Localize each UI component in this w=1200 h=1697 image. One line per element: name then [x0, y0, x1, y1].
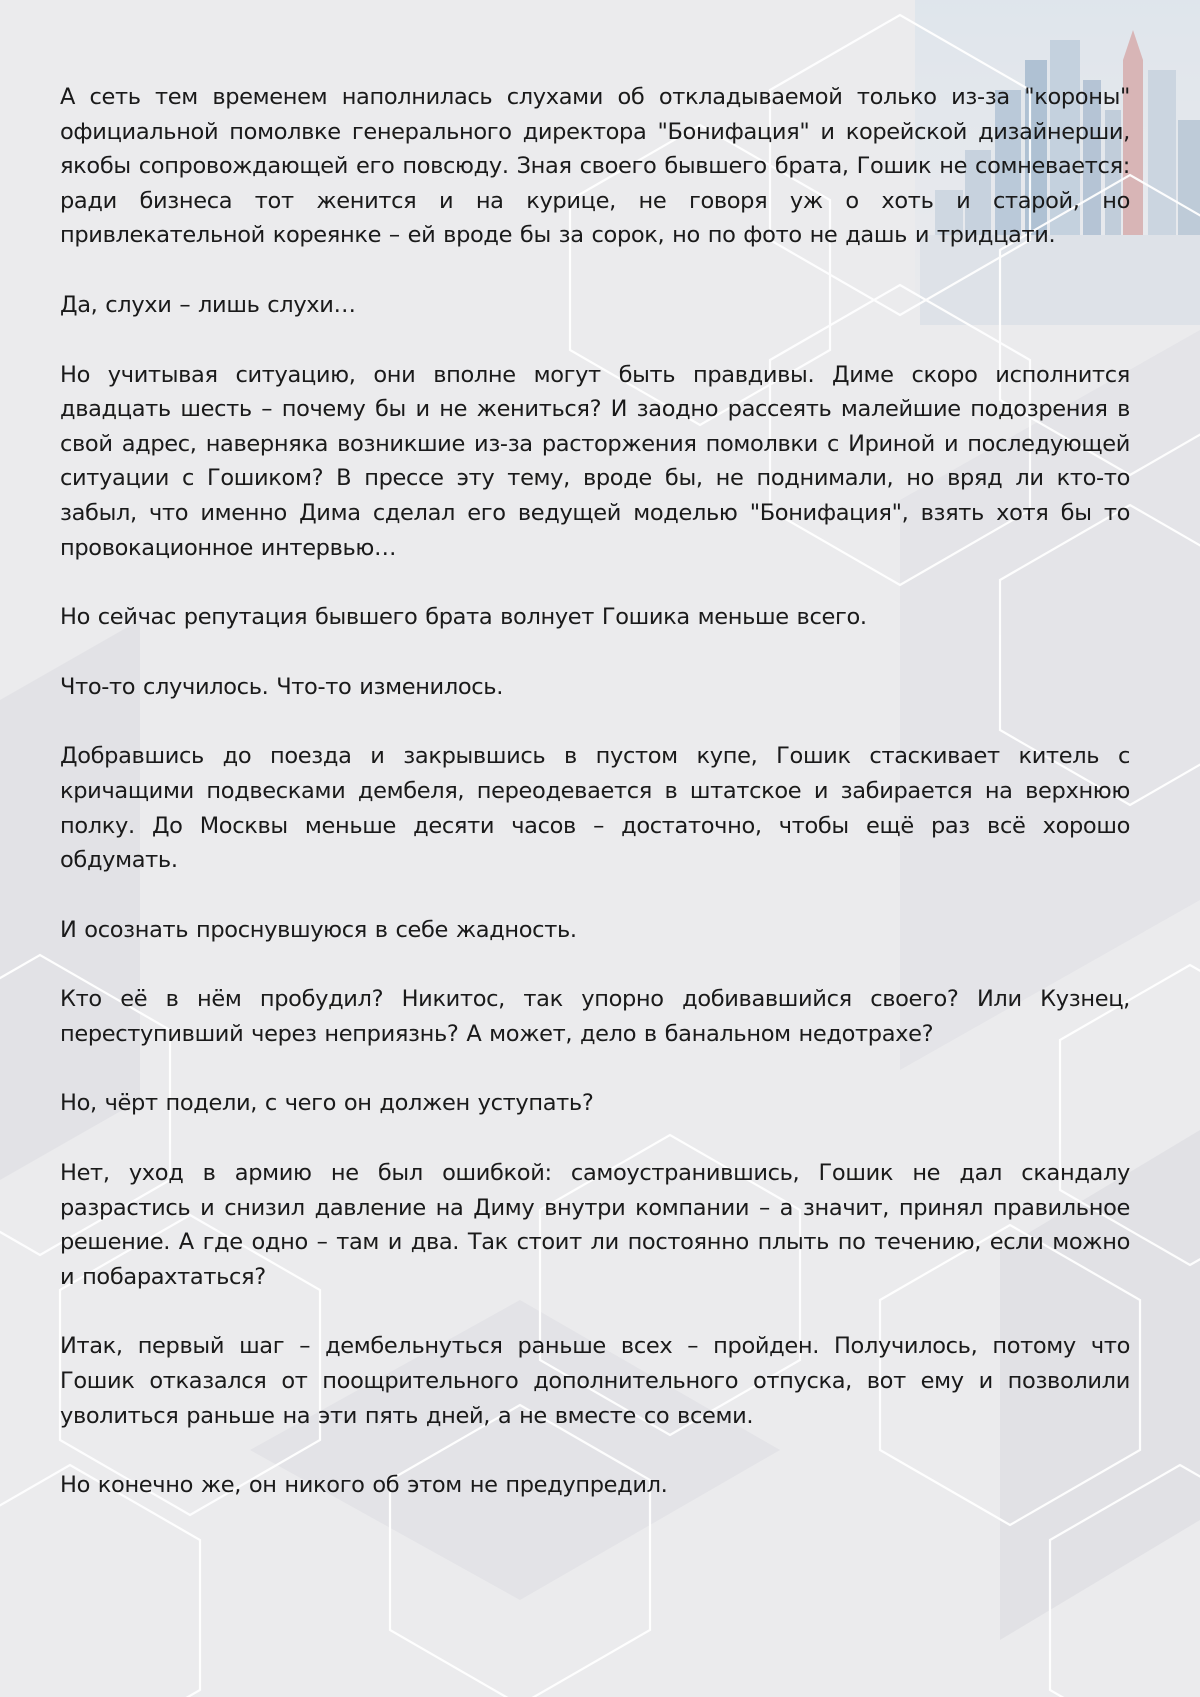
document-body	[60, 80, 1130, 1538]
paragraph: Что-то случилось. Что-то изменилось.	[60, 673, 504, 700]
paragraph: Нет, уход в армию не был ошибкой: самоустранившись, Гошик не дал скандалу разрастись и снизил давление на Диму внутри компании – а значит, принял правильное решение. А где одно – там и два. Так стоит ли постоянно плыть по течению, если можно и побарахтаться?	[60, 1160, 1130, 1290]
paragraph: Но, чёрт подели, с чего он должен уступать?	[60, 1090, 594, 1117]
paragraph: Да, слухи – лишь слухи…	[60, 291, 356, 318]
paragraph: Итак, первый шаг – дембельнуться раньше всех – пройден. Получилось, потому что Гошик отказался от поощрительного дополнительного отпуска, вот ему и позволили уволиться раньше на эти пять дней, а не вместе со всеми.	[60, 1333, 1130, 1429]
paragraph: Кто её в нём пробудил? Никитос, так упорно добивавшийся своего? Или Кузнец, переступивший через неприязнь? А может, дело в банальном недотрахе?	[60, 986, 1130, 1047]
paragraph: Добравшись до поезда и закрывшись в пустом купе, Гошик стаскивает китель с кричащими подвесками дембеля, переодевается в штатское и забирается на верхнюю полку. До Москвы меньше десяти часов – достаточно, чтобы ещё раз всё хорошо обдумать.	[60, 743, 1130, 874]
paragraph: А сеть тем временем наполнилась слухами об откладываемой только из-за "короны" официальной помолвке генерального директора "Бонифация" и корейской дизайнерши, якобы сопровождающей его повсюду. Зная своего бывшего брата, Гошик не сомневается: ради бизнеса тот женится и на курице, не говоря уж о хоть и старой, но привлекательной кореянке – ей вроде бы за сорок, но по фото не дашь и тридцати.	[60, 84, 1130, 249]
paragraph: И осознать проснувшуюся в себе жадность.	[60, 916, 577, 943]
paragraph: Но конечно же, он никого об этом не предупредил.	[60, 1472, 668, 1499]
paragraph: Но сейчас репутация бывшего брата волнует Гошика меньше всего.	[60, 604, 867, 631]
paragraph: Но учитывая ситуацию, они вполне могут быть правдивы. Диме скоро исполнится двадцать шесть – почему бы и не жениться? И заодно рассеять малейшие подозрения в свой адрес, наверняка возникшие из-за расторжения помолвки с Ириной и последующей ситуации с Гошиком? В прессе эту тему, вроде бы, не поднимали, но вряд ли кто-то забыл, что именно Дима сделал его ведущей моделью "Бонифация", взять хотя бы то провокационное интервью…	[60, 361, 1130, 561]
